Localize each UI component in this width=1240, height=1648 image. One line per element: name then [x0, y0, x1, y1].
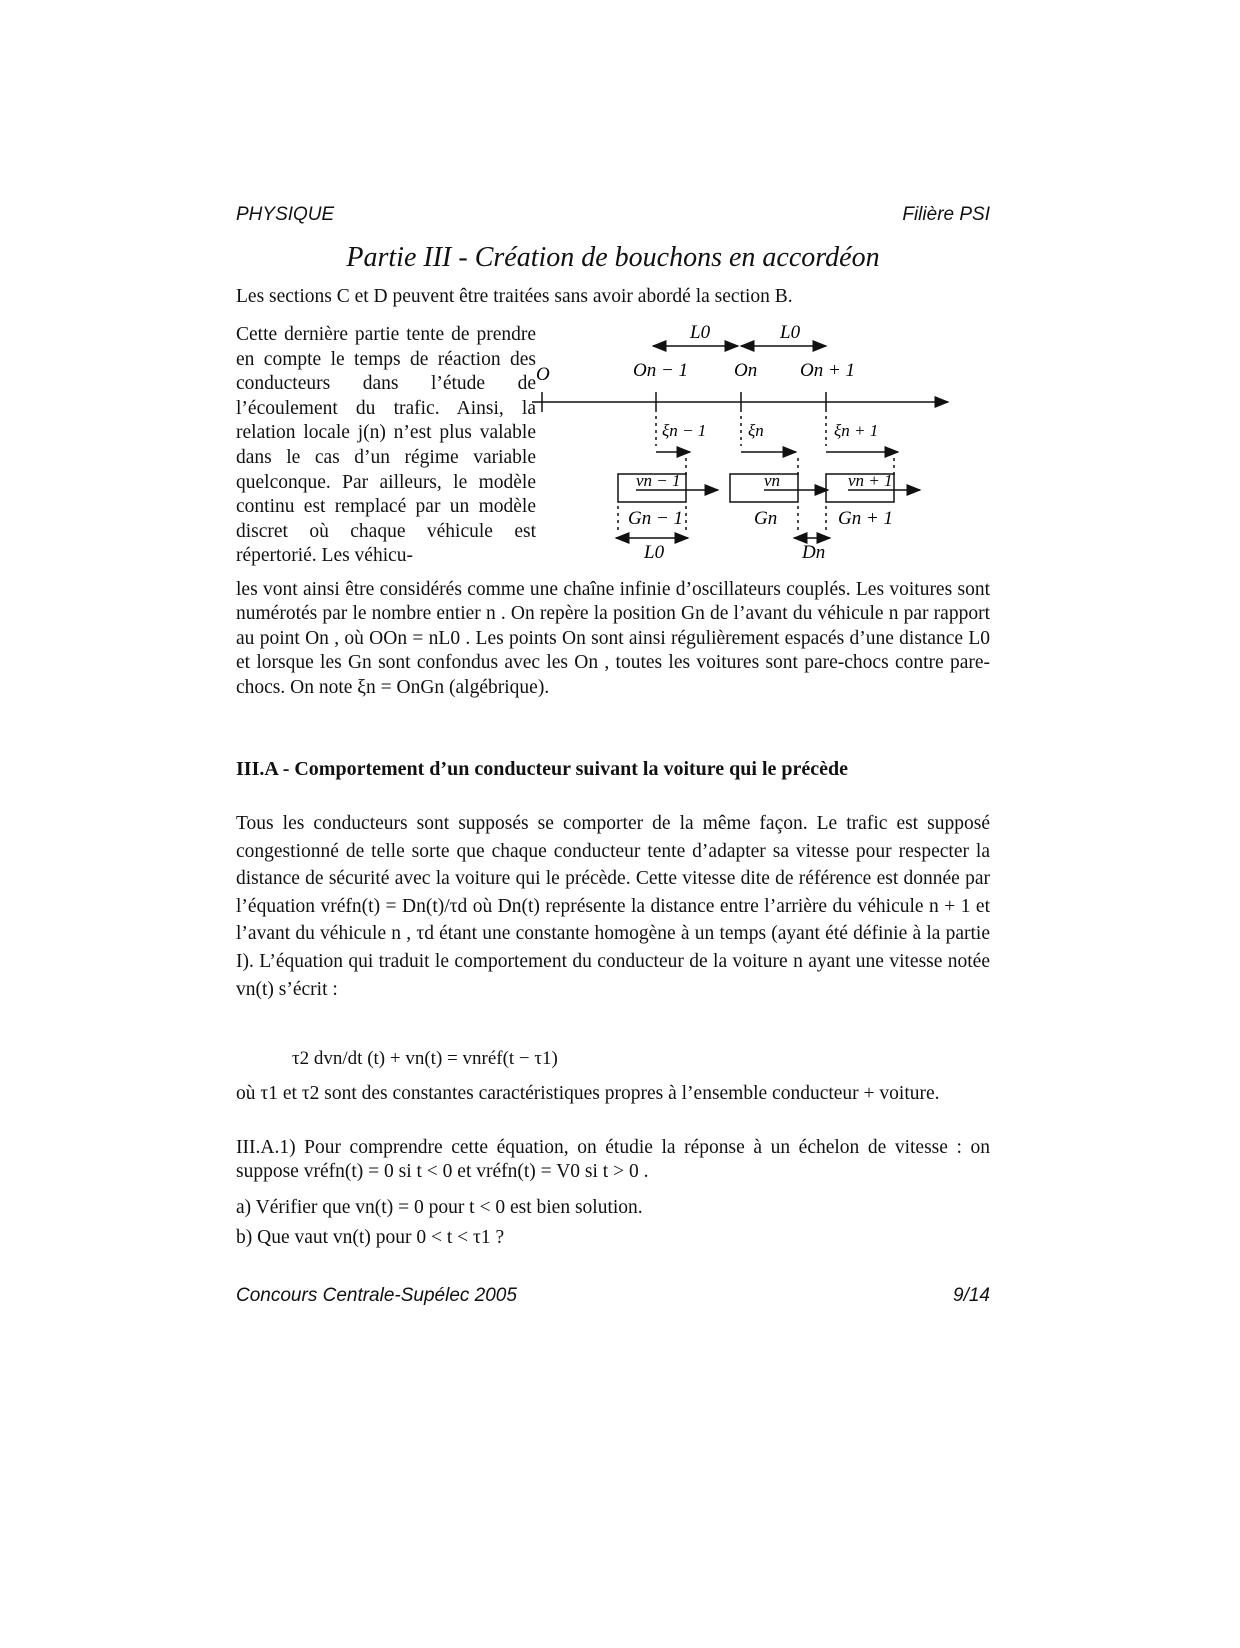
- dn-label: Dn: [802, 542, 826, 563]
- xi-label: ξn: [748, 421, 764, 440]
- question-1: III.A.1) Pour comprendre cette équation, on étudie la réponse à un échelon de vitesse : on suppose vréfn(t) = 0 si t < 0 et vréfn(t) = V0 si t > 0 .: [236, 1137, 990, 1182]
- page-title: Partie III - Création de bouchons en accordéon: [346, 242, 880, 273]
- footer-contest: Concours Centrale-Supélec 2005: [236, 1285, 517, 1306]
- on-plus-1-label: On + 1: [800, 360, 856, 381]
- v-plus-1-label: vn + 1: [848, 471, 893, 490]
- g-label: Gn: [754, 508, 778, 529]
- on-minus-1-label: On − 1: [633, 360, 689, 381]
- header-subject: PHYSIQUE: [236, 204, 335, 225]
- origin-label: O: [536, 364, 550, 385]
- after-equation: où τ1 et τ2 sont des constantes caractéristiques propres à l’ensemble conducteur + voiture.: [236, 1083, 940, 1104]
- header-track: Filière PSI: [902, 204, 990, 225]
- traffic-diagram: [528, 318, 958, 568]
- g-minus-1-label: Gn − 1: [628, 508, 684, 529]
- section-paragraph: Tous les conducteurs sont supposés se comporter de la même façon. Le trafic est supposé congestionné de telle sorte que chaque conducteur tente d’adapter sa vitesse pour respecter la distance de sécurité avec la voiture qui le précède. Cette vitesse dite de référence est donnée par l’équation vréfn(t) = Dn(t)/τd où Dn(t) représente la distance entre l’arrière du véhicule n + 1 et l’avant du véhicule n , τd étant une constante homogène à un temps (ayant été définie à la partie I). L’équation qui traduit le comportement du conducteur de la voiture n ayant une vitesse notée vn(t) s’écrit :: [236, 813, 990, 1000]
- intro-line: Les sections C et D peuvent être traitées sans avoir abordé la section B.: [236, 286, 793, 307]
- on-label: On: [734, 360, 758, 381]
- l0-label-2: L0: [780, 322, 801, 343]
- footer-page: 9/14: [953, 1285, 990, 1306]
- xi-minus-1-label: ξn − 1: [662, 421, 707, 440]
- behavior-equation: τ2 dvn/dt (t) + vn(t) = vnréf(t − τ1): [292, 1048, 558, 1069]
- continuation-paragraph: les vont ainsi être considérés comme une chaîne infinie d’oscillateurs couplés. Les voitures sont numérotés par le nombre entier n . On repère la position Gn de l’avant du véhicule n par rapport au point On , où OOn = nL0 . Les points On sont ainsi régulièrement espacés d’une distance L0 et lorsque les Gn sont confondus avec les On , toutes les voitures sont pare-chocs contre pare-chocs. On note ξn = OnGn (algébrique).: [236, 579, 990, 698]
- v-label: vn: [764, 471, 781, 490]
- l0-label-bottom: L0: [644, 542, 665, 563]
- question-a: a) Vérifier que vn(t) = 0 pour t < 0 est bien solution.: [236, 1197, 643, 1218]
- v-minus-1-label: vn − 1: [636, 471, 681, 490]
- left-paragraph: Cette dernière partie tente de prendre en compte le temps de réaction des conducteurs dans l’étude de l’écoulement du trafic. Ainsi, la relation locale j(n) n’est plus valable dans le cas d’un régime variable quelconque. Par ailleurs, le modèle continu est remplacé par un modèle discret où chaque véhicule est répertorié. Les véhicu-: [236, 324, 536, 567]
- g-plus-1-label: Gn + 1: [838, 508, 894, 529]
- question-b: b) Que vaut vn(t) pour 0 < t < τ1 ?: [236, 1227, 505, 1248]
- l0-label-1: L0: [690, 322, 711, 343]
- section-heading: III.A - Comportement d’un conducteur suivant la voiture qui le précède: [236, 758, 849, 780]
- xi-plus-1-label: ξn + 1: [834, 421, 879, 440]
